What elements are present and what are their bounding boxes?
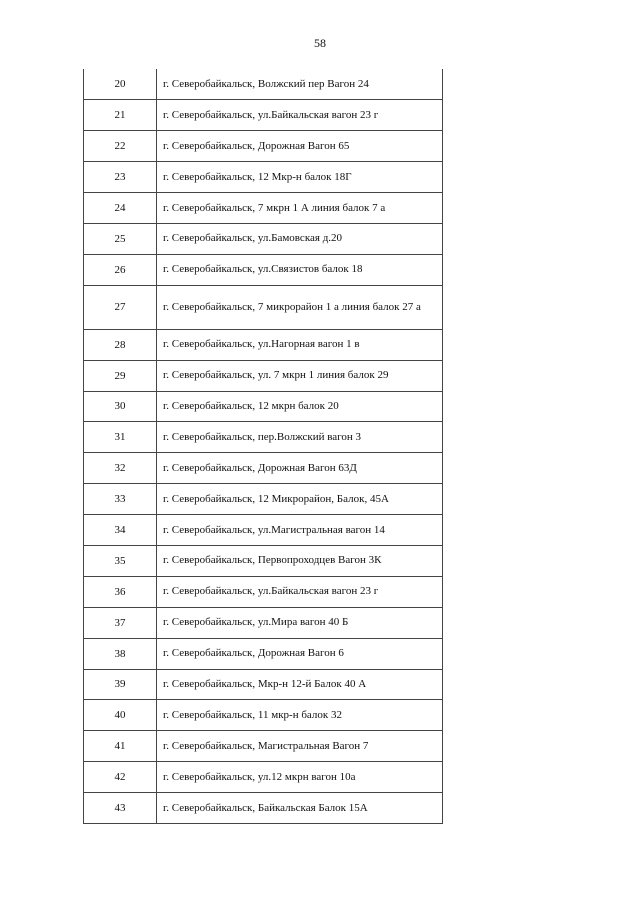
row-number: 31 (84, 422, 157, 453)
row-address: г. Северобайкальск, Мкр-н 12-й Балок 40 А (157, 669, 443, 700)
table-row (84, 669, 443, 700)
row-number: 42 (84, 762, 157, 793)
row-number: 26 (84, 254, 157, 285)
row-address: г. Северобайкальск, Первопроходцев Вагон 3К (157, 545, 443, 576)
row-address: г. Северобайкальск, Байкальская Балок 15А (157, 793, 443, 824)
row-number: 40 (84, 700, 157, 731)
row-address: г. Северобайкальск, 12 мкрн балок 20 (157, 391, 443, 422)
row-address: г. Северобайкальск, пер.Волжский вагон 3 (157, 422, 443, 453)
row-address: г. Северобайкальск, Дорожная Вагон 63Д (157, 453, 443, 484)
row-number: 30 (84, 391, 157, 422)
address-table (83, 69, 443, 824)
row-address: г. Северобайкальск, ул.Мира вагон 40 Б (157, 607, 443, 638)
row-address: г. Северобайкальск, Дорожная Вагон 6 (157, 638, 443, 669)
table-row (84, 515, 443, 546)
row-address: г. Северобайкальск, Волжский пер Вагон 24 (157, 69, 443, 100)
row-number: 24 (84, 193, 157, 224)
table-row (84, 638, 443, 669)
table-row (84, 285, 443, 329)
row-number: 29 (84, 360, 157, 391)
table-row (84, 223, 443, 254)
row-address: г. Северобайкальск, 7 микрорайон 1 а линия балок 27 а (157, 285, 443, 329)
row-number: 36 (84, 576, 157, 607)
table-row (84, 69, 443, 100)
row-number: 38 (84, 638, 157, 669)
table-row (84, 607, 443, 638)
row-address: г. Северобайкальск, ул. 7 мкрн 1 линия балок 29 (157, 360, 443, 391)
row-number: 37 (84, 607, 157, 638)
row-number: 34 (84, 515, 157, 546)
row-address: г. Северобайкальск, 12 Мкр-н балок 18Г (157, 162, 443, 193)
table-row (84, 762, 443, 793)
table-row (84, 131, 443, 162)
table-row (84, 731, 443, 762)
row-address: г. Северобайкальск, ул.12 мкрн вагон 10а (157, 762, 443, 793)
row-address: г. Северобайкальск, ул.Магистральная вагон 14 (157, 515, 443, 546)
row-number: 43 (84, 793, 157, 824)
table-row (84, 700, 443, 731)
row-address: г. Северобайкальск, ул.Нагорная вагон 1 в (157, 329, 443, 360)
table-row (84, 484, 443, 515)
row-number: 27 (84, 285, 157, 329)
row-address: г. Северобайкальск, Магистральная Вагон 7 (157, 731, 443, 762)
row-address: г. Северобайкальск, ул.Байкальская вагон 23 г (157, 100, 443, 131)
row-address: г. Северобайкальск, 12 Микрорайон, Балок, 45А (157, 484, 443, 515)
row-number: 25 (84, 223, 157, 254)
table-row (84, 391, 443, 422)
table-row (84, 329, 443, 360)
table-row (84, 422, 443, 453)
table-row (84, 793, 443, 824)
table-row (84, 453, 443, 484)
row-number: 41 (84, 731, 157, 762)
row-address: г. Северобайкальск, ул.Байкальская вагон 23 г (157, 576, 443, 607)
row-number: 21 (84, 100, 157, 131)
row-number: 39 (84, 669, 157, 700)
row-address: г. Северобайкальск, 7 мкрн 1 А линия балок 7 а (157, 193, 443, 224)
table-row (84, 193, 443, 224)
row-number: 20 (84, 69, 157, 100)
row-address: г. Северобайкальск, ул.Бамовская д.20 (157, 223, 443, 254)
row-number: 23 (84, 162, 157, 193)
row-number: 28 (84, 329, 157, 360)
row-address: г. Северобайкальск, ул.Связистов балок 18 (157, 254, 443, 285)
table-row (84, 545, 443, 576)
row-number: 22 (84, 131, 157, 162)
row-address: г. Северобайкальск, Дорожная Вагон 65 (157, 131, 443, 162)
page-number: 58 (314, 36, 326, 50)
table-row (84, 576, 443, 607)
row-number: 32 (84, 453, 157, 484)
table-row (84, 360, 443, 391)
row-address: г. Северобайкальск, 11 мкр-н балок 32 (157, 700, 443, 731)
table-row (84, 100, 443, 131)
row-number: 33 (84, 484, 157, 515)
row-number: 35 (84, 545, 157, 576)
table-row (84, 254, 443, 285)
table-row (84, 162, 443, 193)
